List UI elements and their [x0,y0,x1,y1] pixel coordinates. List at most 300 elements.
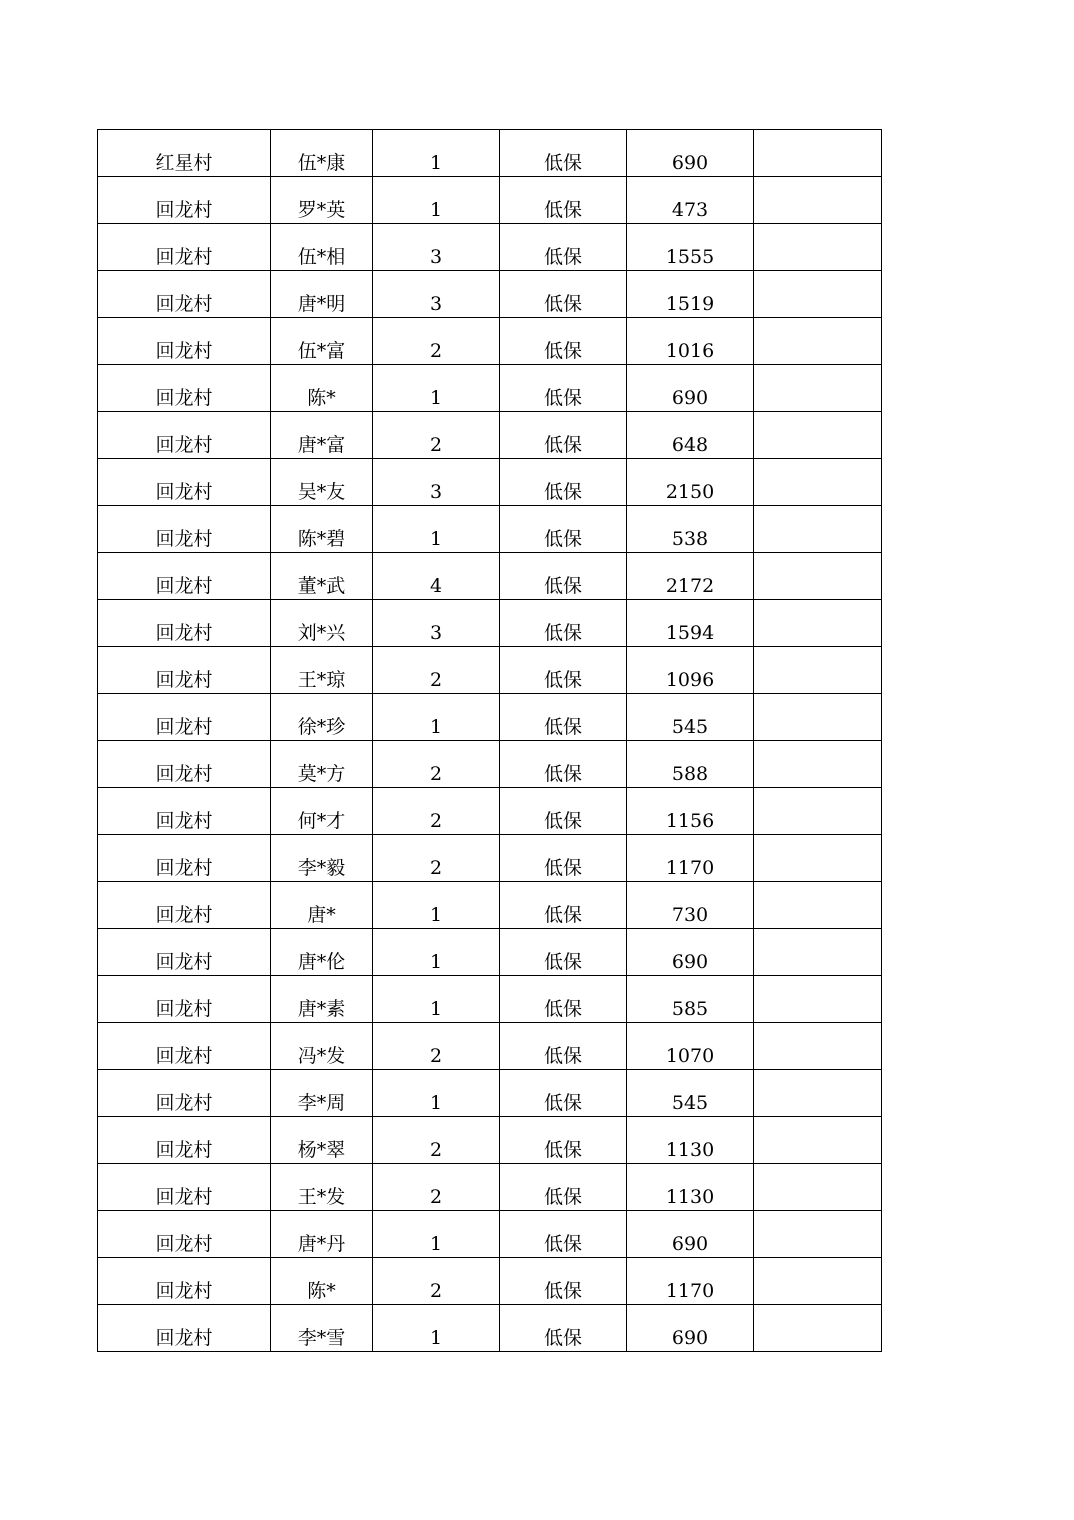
name-cell [271,882,373,929]
count-cell [373,318,500,365]
note-cell [754,412,882,459]
note-cell [754,882,882,929]
amount-cell [627,647,754,694]
table-body [98,130,882,1352]
count-cell-text: 2 [429,810,443,832]
type-cell-text: 低保 [543,716,582,738]
village-cell [98,694,271,741]
village-cell-text: 回龙村 [155,199,213,221]
count-cell [373,130,500,177]
table-row [98,647,882,694]
count-cell-text: 3 [429,293,443,315]
table-row [98,600,882,647]
type-cell [500,1164,627,1211]
name-cell [271,1023,373,1070]
type-cell [500,1023,627,1070]
name-cell-text: 唐* [307,904,336,926]
count-cell-text: 3 [429,481,443,503]
table-row [98,788,882,835]
note-cell [754,1164,882,1211]
type-cell-text: 低保 [543,340,582,362]
count-cell [373,553,500,600]
table-row [98,741,882,788]
name-cell-text: 罗*英 [297,199,346,221]
amount-cell [627,412,754,459]
type-cell [500,600,627,647]
amount-cell [627,694,754,741]
village-cell [98,271,271,318]
data-table [97,129,882,1352]
table-row [98,1305,882,1352]
type-cell-text: 低保 [543,1280,582,1302]
type-cell-text: 低保 [543,951,582,973]
count-cell [373,1305,500,1352]
name-cell [271,365,373,412]
table-row [98,271,882,318]
amount-cell [627,1070,754,1117]
name-cell [271,835,373,882]
village-cell-text: 回龙村 [155,1045,213,1067]
name-cell [271,1164,373,1211]
village-cell [98,1305,271,1352]
table-row [98,1070,882,1117]
count-cell-text: 1 [429,528,443,550]
amount-cell [627,177,754,224]
type-cell-text: 低保 [543,904,582,926]
count-cell [373,365,500,412]
name-cell-text: 伍*富 [297,340,346,362]
amount-cell-text: 730 [671,904,709,926]
count-cell-text: 3 [429,246,443,268]
village-cell-text: 回龙村 [155,481,213,503]
village-cell [98,553,271,600]
type-cell [500,1305,627,1352]
type-cell [500,177,627,224]
count-cell-text: 1 [429,1327,443,1349]
name-cell [271,130,373,177]
note-cell [754,929,882,976]
name-cell [271,694,373,741]
type-cell [500,506,627,553]
count-cell-text: 1 [429,1233,443,1255]
count-cell [373,1070,500,1117]
type-cell-text: 低保 [543,528,582,550]
table-row [98,459,882,506]
village-cell-text: 回龙村 [155,293,213,315]
amount-cell-text: 585 [671,998,709,1020]
village-cell-text: 回龙村 [155,387,213,409]
count-cell-text: 1 [429,904,443,926]
village-cell-text: 回龙村 [155,1139,213,1161]
count-cell [373,1258,500,1305]
name-cell-text: 唐*伦 [297,951,346,973]
count-cell [373,1023,500,1070]
amount-cell-text: 690 [671,152,709,174]
village-cell-text: 红星村 [155,152,213,174]
count-cell-text: 1 [429,951,443,973]
village-cell-text: 回龙村 [155,1092,213,1114]
count-cell [373,459,500,506]
name-cell [271,1070,373,1117]
table-row [98,506,882,553]
type-cell-text: 低保 [543,1092,582,1114]
name-cell-text: 唐*素 [297,998,346,1020]
village-cell-text: 回龙村 [155,857,213,879]
amount-cell-text: 588 [671,763,709,785]
count-cell [373,694,500,741]
name-cell-text: 王*发 [297,1186,346,1208]
count-cell [373,271,500,318]
name-cell-text: 陈* [307,387,336,409]
name-cell [271,1211,373,1258]
name-cell [271,271,373,318]
table-row [98,1258,882,1305]
count-cell-text: 2 [429,340,443,362]
table-row [98,929,882,976]
amount-cell-text: 690 [671,951,709,973]
village-cell-text: 回龙村 [155,1233,213,1255]
amount-cell-text: 2150 [665,481,715,503]
count-cell-text: 3 [429,622,443,644]
count-cell-text: 1 [429,998,443,1020]
name-cell-text: 董*武 [297,575,346,597]
village-cell-text: 回龙村 [155,951,213,973]
type-cell-text: 低保 [543,998,582,1020]
amount-cell [627,130,754,177]
amount-cell [627,1117,754,1164]
name-cell [271,553,373,600]
village-cell-text: 回龙村 [155,434,213,456]
amount-cell [627,976,754,1023]
note-cell [754,365,882,412]
count-cell [373,929,500,976]
type-cell [500,694,627,741]
amount-cell [627,1164,754,1211]
village-cell [98,412,271,459]
name-cell-text: 何*才 [297,810,346,832]
name-cell-text: 陈*碧 [297,528,346,550]
note-cell [754,1117,882,1164]
amount-cell [627,553,754,600]
amount-cell-text: 1170 [665,857,715,879]
amount-cell [627,506,754,553]
name-cell [271,224,373,271]
name-cell-text: 唐*富 [297,434,346,456]
note-cell [754,506,882,553]
count-cell [373,1211,500,1258]
table-row [98,976,882,1023]
village-cell-text: 回龙村 [155,716,213,738]
type-cell [500,459,627,506]
amount-cell-text: 1156 [665,810,715,832]
count-cell [373,788,500,835]
amount-cell [627,318,754,365]
note-cell [754,1211,882,1258]
type-cell-text: 低保 [543,1233,582,1255]
count-cell-text: 2 [429,1280,443,1302]
name-cell [271,1117,373,1164]
name-cell-text: 莫*方 [297,763,346,785]
amount-cell-text: 1130 [665,1139,715,1161]
amount-cell-text: 1519 [665,293,715,315]
note-cell [754,835,882,882]
count-cell-text: 2 [429,669,443,691]
village-cell [98,647,271,694]
name-cell-text: 冯*发 [297,1045,346,1067]
count-cell [373,835,500,882]
name-cell [271,788,373,835]
village-cell [98,1164,271,1211]
name-cell-text: 李*雪 [297,1327,346,1349]
count-cell-text: 2 [429,763,443,785]
name-cell-text: 陈* [307,1280,336,1302]
village-cell-text: 回龙村 [155,763,213,785]
name-cell-text: 李*毅 [297,857,346,879]
name-cell [271,1305,373,1352]
amount-cell-text: 1016 [665,340,715,362]
village-cell-text: 回龙村 [155,669,213,691]
count-cell [373,1164,500,1211]
amount-cell-text: 690 [671,387,709,409]
type-cell [500,647,627,694]
amount-cell-text: 690 [671,1233,709,1255]
village-cell [98,506,271,553]
amount-cell-text: 545 [671,1092,709,1114]
village-cell-text: 回龙村 [155,1327,213,1349]
table-row [98,224,882,271]
village-cell-text: 回龙村 [155,246,213,268]
type-cell-text: 低保 [543,434,582,456]
count-cell-text: 2 [429,434,443,456]
type-cell-text: 低保 [543,857,582,879]
amount-cell [627,271,754,318]
village-cell [98,600,271,647]
village-cell [98,459,271,506]
name-cell [271,600,373,647]
type-cell [500,318,627,365]
type-cell [500,882,627,929]
name-cell-text: 唐*明 [297,293,346,315]
village-cell [98,177,271,224]
name-cell [271,506,373,553]
type-cell [500,1211,627,1258]
note-cell [754,1258,882,1305]
village-cell-text: 回龙村 [155,998,213,1020]
table-row [98,130,882,177]
name-cell-text: 唐*丹 [297,1233,346,1255]
name-cell [271,929,373,976]
type-cell-text: 低保 [543,575,582,597]
type-cell [500,976,627,1023]
type-cell-text: 低保 [543,763,582,785]
village-cell [98,1023,271,1070]
count-cell-text: 1 [429,152,443,174]
name-cell [271,1258,373,1305]
table-row [98,553,882,600]
type-cell-text: 低保 [543,1186,582,1208]
table-row [98,177,882,224]
amount-cell [627,929,754,976]
village-cell [98,1211,271,1258]
amount-cell-text: 1096 [665,669,715,691]
type-cell-text: 低保 [543,152,582,174]
type-cell [500,1117,627,1164]
amount-cell [627,1023,754,1070]
type-cell-text: 低保 [543,1327,582,1349]
note-cell [754,553,882,600]
amount-cell [627,1211,754,1258]
count-cell-text: 1 [429,199,443,221]
type-cell-text: 低保 [543,669,582,691]
amount-cell-text: 2172 [665,575,715,597]
village-cell [98,224,271,271]
village-cell [98,741,271,788]
name-cell-text: 徐*珍 [297,716,346,738]
type-cell [500,224,627,271]
note-cell [754,788,882,835]
table-row [98,318,882,365]
name-cell [271,318,373,365]
name-cell [271,177,373,224]
count-cell-text: 1 [429,1092,443,1114]
type-cell-text: 低保 [543,199,582,221]
table-row [98,1023,882,1070]
amount-cell-text: 690 [671,1327,709,1349]
village-cell [98,1258,271,1305]
type-cell-text: 低保 [543,1139,582,1161]
count-cell [373,1117,500,1164]
type-cell [500,130,627,177]
village-cell [98,1117,271,1164]
village-cell-text: 回龙村 [155,622,213,644]
amount-cell [627,882,754,929]
amount-cell [627,224,754,271]
amount-cell [627,788,754,835]
table-row [98,1117,882,1164]
note-cell [754,459,882,506]
note-cell [754,1070,882,1117]
village-cell [98,318,271,365]
note-cell [754,130,882,177]
village-cell-text: 回龙村 [155,1186,213,1208]
amount-cell [627,365,754,412]
village-cell-text: 回龙村 [155,810,213,832]
count-cell [373,647,500,694]
type-cell [500,741,627,788]
amount-cell-text: 1170 [665,1280,715,1302]
type-cell [500,1070,627,1117]
village-cell [98,130,271,177]
type-cell [500,412,627,459]
table-row [98,882,882,929]
count-cell-text: 2 [429,1139,443,1161]
note-cell [754,1305,882,1352]
amount-cell-text: 545 [671,716,709,738]
name-cell-text: 刘*兴 [297,622,346,644]
amount-cell [627,600,754,647]
count-cell [373,177,500,224]
type-cell-text: 低保 [543,622,582,644]
name-cell-text: 杨*翠 [297,1139,346,1161]
amount-cell [627,1258,754,1305]
name-cell [271,741,373,788]
type-cell [500,835,627,882]
amount-cell-text: 538 [671,528,709,550]
note-cell [754,694,882,741]
count-cell [373,600,500,647]
note-cell [754,1023,882,1070]
count-cell [373,224,500,271]
count-cell [373,976,500,1023]
count-cell-text: 2 [429,1186,443,1208]
village-cell-text: 回龙村 [155,904,213,926]
type-cell-text: 低保 [543,246,582,268]
name-cell-text: 王*琼 [297,669,346,691]
name-cell-text: 李*周 [297,1092,346,1114]
count-cell-text: 4 [429,575,443,597]
village-cell-text: 回龙村 [155,1280,213,1302]
count-cell [373,412,500,459]
type-cell-text: 低保 [543,481,582,503]
village-cell-text: 回龙村 [155,528,213,550]
name-cell-text: 吴*友 [297,481,346,503]
table-row [98,835,882,882]
note-cell [754,271,882,318]
amount-cell-text: 1130 [665,1186,715,1208]
name-cell [271,976,373,1023]
note-cell [754,741,882,788]
village-cell-text: 回龙村 [155,575,213,597]
table-row [98,694,882,741]
table-row [98,1164,882,1211]
amount-cell-text: 1555 [665,246,715,268]
village-cell [98,1070,271,1117]
count-cell [373,741,500,788]
amount-cell [627,741,754,788]
amount-cell-text: 648 [671,434,709,456]
name-cell-text: 伍*康 [297,152,346,174]
count-cell [373,882,500,929]
type-cell-text: 低保 [543,1045,582,1067]
note-cell [754,224,882,271]
village-cell [98,835,271,882]
note-cell [754,318,882,365]
type-cell [500,365,627,412]
note-cell [754,647,882,694]
amount-cell-text: 1070 [665,1045,715,1067]
village-cell [98,929,271,976]
type-cell [500,929,627,976]
amount-cell [627,1305,754,1352]
amount-cell-text: 473 [671,199,709,221]
amount-cell [627,459,754,506]
type-cell [500,553,627,600]
count-cell [373,506,500,553]
name-cell [271,459,373,506]
table-row [98,365,882,412]
village-cell [98,882,271,929]
type-cell-text: 低保 [543,293,582,315]
amount-cell-text: 1594 [665,622,715,644]
count-cell-text: 1 [429,716,443,738]
type-cell [500,1258,627,1305]
name-cell [271,412,373,459]
table-row [98,1211,882,1258]
note-cell [754,177,882,224]
count-cell-text: 2 [429,1045,443,1067]
village-cell [98,976,271,1023]
name-cell [271,647,373,694]
